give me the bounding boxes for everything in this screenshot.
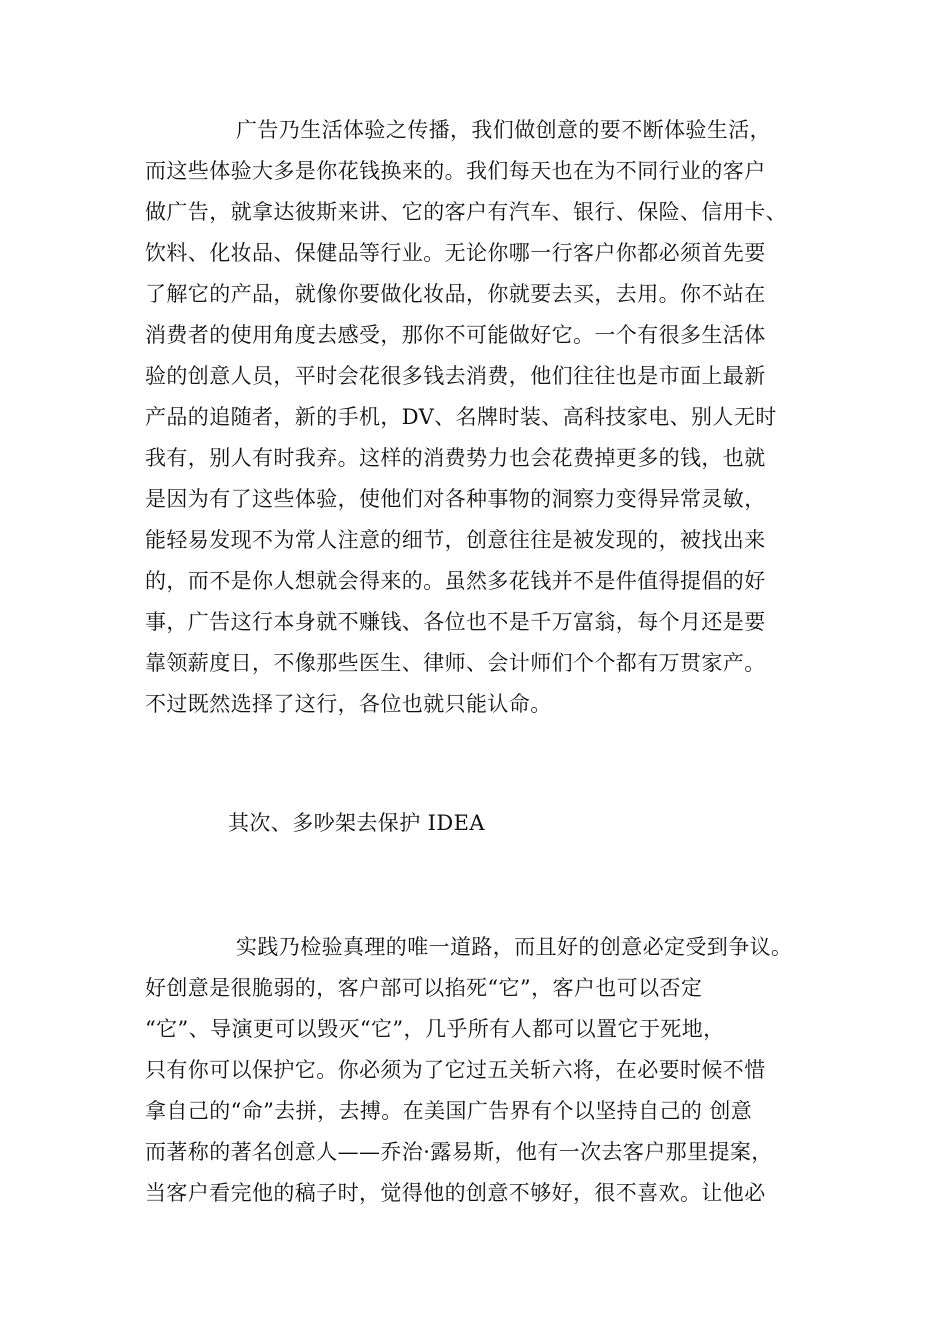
paragraph-1-line-11: 能轻易发现不为常人注意的细节，创意往往是被发现的，被找出来 — [145, 528, 766, 552]
paragraph-2-line-7: 当客户看完他的稿子时，觉得他的创意不够好，很不喜欢。让他必 — [145, 1181, 766, 1205]
paragraph-1-line-14: 靠领薪度日，不像那些医生、律师、会计师们个个都有万贯家产。 — [145, 651, 766, 675]
paragraph-1-line-15: 不过既然选择了这行，各位也就只能认命。 — [145, 692, 552, 716]
paragraph-1-line-9: 我有，别人有时我弃。这样的消费势力也会花费掉更多的钱，也就 — [145, 446, 766, 470]
paragraph-1-line-3: 做广告，就拿达彼斯来讲、它的客户有汽车、银行、保险、信用卡、 — [145, 200, 787, 224]
paragraph-2-line-2: 好创意是很脆弱的，客户部可以掐死“它”，客户也可以否定 — [145, 976, 703, 1000]
paragraph-1-line-2: 而这些体验大多是你花钱换来的。我们每天也在为不同行业的客户 — [145, 159, 766, 183]
paragraph-2-line-3: “它”、导演更可以毁灭“它”，几乎所有人都可以置它于死地， — [145, 1017, 725, 1041]
paragraph-1-line-12: 的，而不是你人想就会得来的。虽然多花钱并不是件值得提倡的好 — [145, 569, 766, 593]
paragraph-2-line-4: 只有你可以保护它。你必须为了它过五关斩六将，在必要时候不惜 — [145, 1058, 766, 1082]
paragraph-2-line-6: 而著称的著名创意人——乔治·露易斯，他有一次去客户那里提案， — [145, 1140, 773, 1164]
paragraph-1-line-8: 产品的追随者，新的手机，DV、名牌时装、高科技家电、别人无时 — [145, 405, 777, 429]
paragraph-1-line-4: 饮料、化妆品、保健品等行业。无论你哪一行客户你都必须首先要 — [145, 241, 766, 265]
paragraph-2-line-1: 实践乃检验真理的唯一道路，而且好的创意必定受到争议。 — [236, 935, 793, 959]
paragraph-1-line-5: 了解它的产品，就像你要做化妆品，你就要去买，去用。你不站在 — [145, 282, 766, 306]
paragraph-1-line-6: 消费者的使用角度去感受，那你不可能做好它。一个有很多生活体 — [145, 323, 766, 347]
paragraph-1-line-13: 事，广告这行本身就不赚钱、各位也不是千万富翁，每个月还是要 — [145, 610, 766, 634]
paragraph-1-line-7: 验的创意人员，平时会花很多钱去消费，他们往往也是市面上最新 — [145, 364, 766, 388]
section-heading: 其次、多吵架去保护 IDEA — [228, 811, 485, 835]
paragraph-1-line-10: 是因为有了这些体验，使他们对各种事物的洞察力变得异常灵敏， — [145, 487, 766, 511]
paragraph-2-line-5: 拿自己的“命”去拼，去搏。在美国广告界有个以坚持自己的 创意 — [145, 1099, 753, 1123]
paragraph-1-line-1: 广告乃生活体验之传播，我们做创意的要不断体验生活， — [236, 118, 771, 142]
